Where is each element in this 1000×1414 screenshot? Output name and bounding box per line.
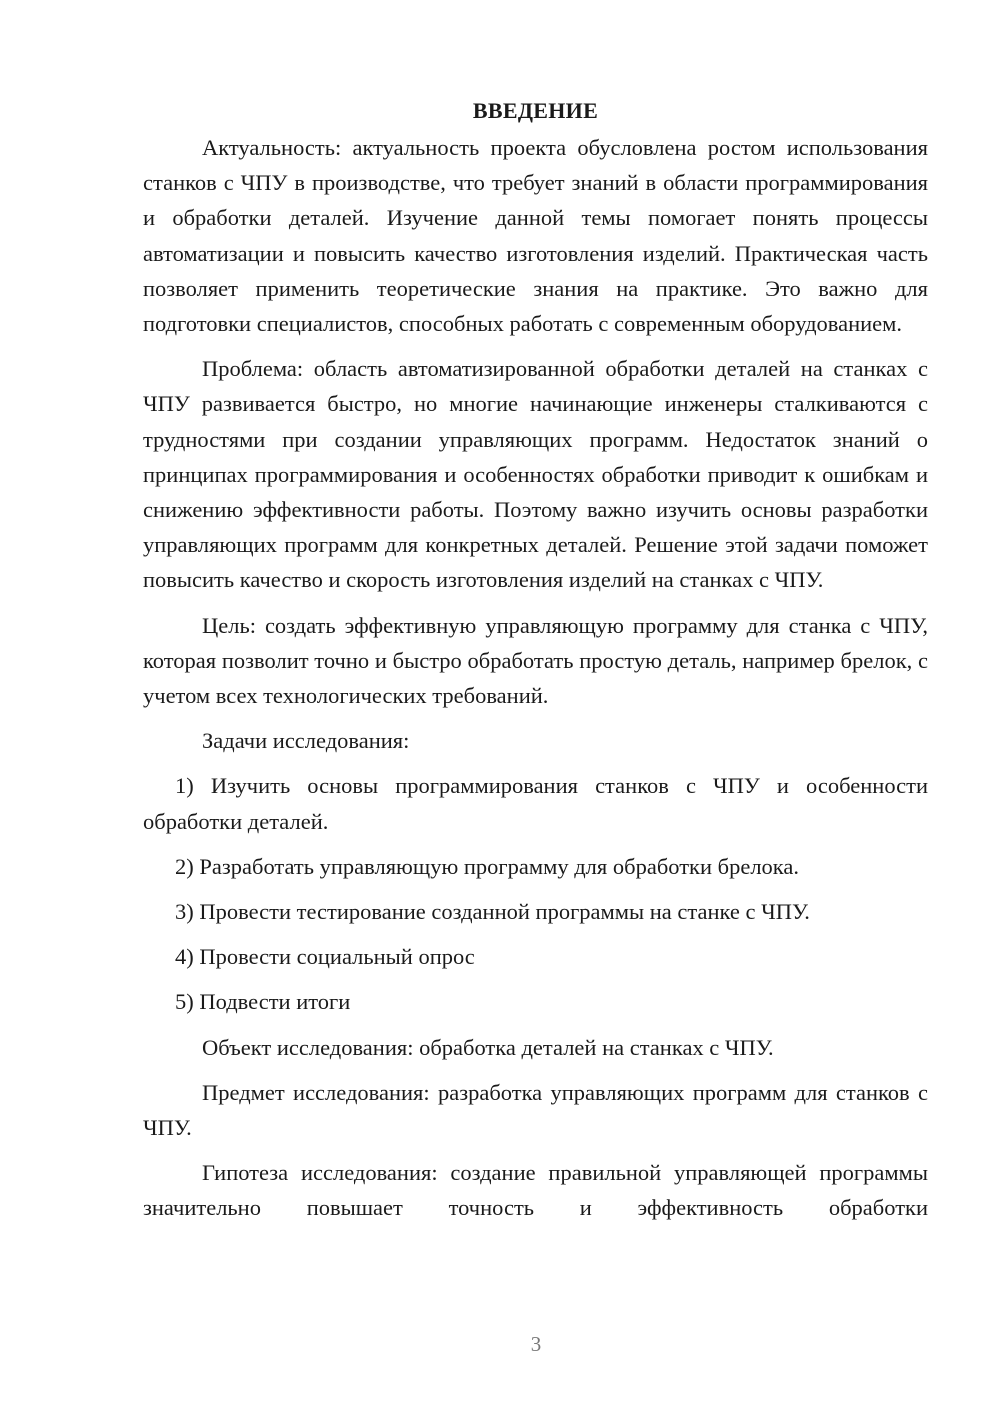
task-item-2: 2) Разработать управляющую программу для обработки брелока. [175, 853, 800, 879]
subject-paragraph: Предмет исследования: разработка управляющих программ для станков с ЧПУ. [143, 1079, 928, 1141]
relevance-paragraph: Актуальность: актуальность проекта обусловлена ростом использования станков с ЧПУ в производстве, что требует знаний в области программирования и обработки деталей. Изучение данной темы помогает понять процессы автоматизации и повысить качество изготовления изделий. Практическая часть позволяет применить теоретические знания на практике. Это важно для подготовки специалистов, способных работать с современным оборудованием. [143, 135, 928, 337]
task-item-5: 5) Подвести итоги [175, 989, 351, 1015]
tasks-heading: Задачи исследования: [202, 728, 410, 754]
object-paragraph: Объект исследования: обработка деталей на станках с ЧПУ. [202, 1034, 774, 1060]
task-item-4: 4) Провести социальный опрос [175, 944, 475, 970]
page-content [143, 96, 928, 1236]
page-number: 3 [530, 1332, 542, 1356]
task-item-1: 1) Изучить основы программирования станков с ЧПУ и особенности обработки деталей. [143, 773, 928, 834]
goal-paragraph: Цель: создать эффективную управляющую программу для станка с ЧПУ, которая позволит точно и быстро обработать простую деталь, например брелок, с учетом всех технологических требований. [143, 612, 928, 709]
section-title: ВВЕДЕНИЕ [472, 98, 599, 123]
problem-paragraph: Проблема: область автоматизированной обработки деталей на станках с ЧПУ развивается быстро, но многие начинающие инженеры сталкиваются с трудностями при создании управляющих программ. Недостаток знаний о принципах программирования и особенностях обработки приводит к ошибкам и снижению эффективности работы. Поэтому важно изучить основы разработки управляющих программ для конкретных деталей. Решение этой задачи поможет повысить качество и скорость изготовления изделий на станках с ЧПУ. [143, 356, 928, 593]
hypothesis-paragraph: Гипотеза исследования: создание правильной управляющей программы значительно повышает точность и эффективность обработки [143, 1160, 928, 1221]
task-item-3: 3) Провести тестирование созданной программы на станке с ЧПУ. [175, 899, 810, 925]
